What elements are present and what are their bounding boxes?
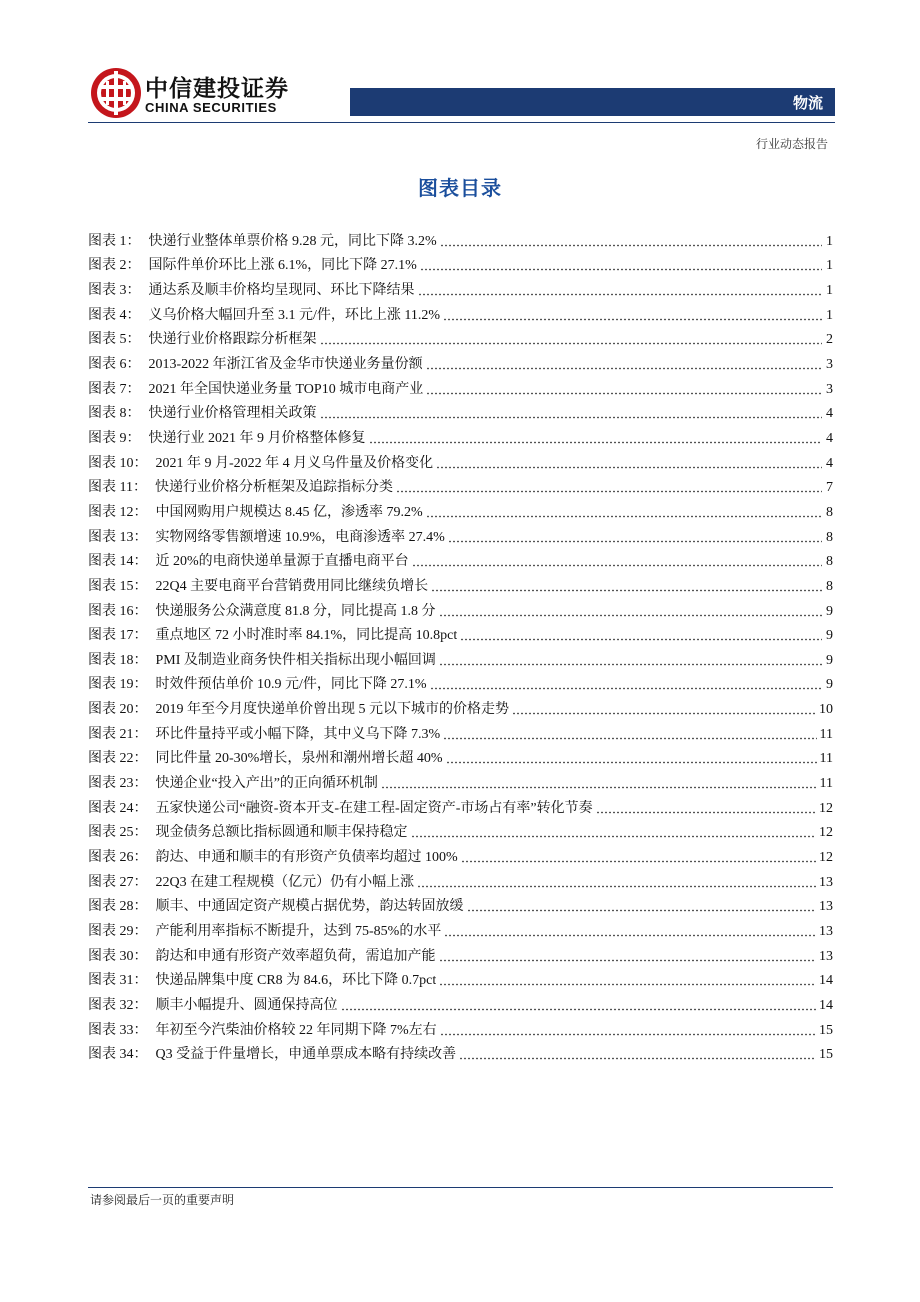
toc-entry-label: 图表 33： bbox=[88, 1022, 148, 1038]
sector-label: 物流 bbox=[792, 95, 823, 112]
toc-entry-label: 图表 12： bbox=[88, 504, 148, 520]
toc-entry-page: 4 bbox=[826, 406, 833, 422]
brand-name-cn: 中信建投证券 bbox=[145, 75, 289, 101]
toc-entry[interactable] bbox=[88, 621, 833, 646]
toc-entry-page: 10 bbox=[819, 702, 833, 718]
toc-entry-page: 9 bbox=[826, 677, 833, 693]
toc-entry-label: 图表 23： bbox=[88, 776, 148, 792]
toc-entry-label: 图表 11： bbox=[88, 480, 147, 496]
toc-entry-page: 13 bbox=[819, 899, 833, 915]
dot-leader bbox=[341, 1008, 817, 1011]
toc-entry-label: 图表 16： bbox=[88, 603, 148, 619]
dot-leader bbox=[460, 638, 822, 641]
dot-leader bbox=[439, 983, 816, 986]
toc-entry[interactable] bbox=[88, 793, 833, 818]
toc-entry-label: 图表 32： bbox=[88, 998, 148, 1013]
toc-list bbox=[88, 226, 833, 1064]
toc-entry[interactable] bbox=[88, 473, 833, 498]
toc-entry-label: 图表 6： bbox=[88, 356, 141, 372]
toc-entry[interactable] bbox=[88, 966, 833, 991]
toc-entry-label: 图表 13： bbox=[88, 529, 148, 545]
toc-entry[interactable] bbox=[88, 497, 833, 522]
toc-entry-label: 图表 25： bbox=[88, 825, 148, 841]
toc-entry[interactable] bbox=[88, 719, 833, 744]
toc-entry[interactable] bbox=[88, 522, 833, 547]
toc-entry-page: 15 bbox=[819, 1022, 833, 1038]
dot-leader bbox=[411, 835, 817, 838]
toc-entry-title: 快递服务公众满意度 81.8 分，同比提高 1.8 分 bbox=[155, 603, 436, 619]
dot-leader bbox=[439, 959, 817, 962]
toc-entry-label: 图表 20： bbox=[88, 702, 148, 718]
toc-entry-title: 国际件单价环比上涨 6.1%，同比下降 27.1% bbox=[148, 258, 417, 274]
toc-entry-title: 通达系及顺丰价格均呈现同、环比下降结果 bbox=[148, 282, 415, 298]
toc-entry-page: 14 bbox=[819, 998, 833, 1013]
toc-entry[interactable] bbox=[88, 423, 833, 448]
toc-entry-label: 图表 26： bbox=[88, 850, 148, 866]
dot-leader bbox=[461, 860, 816, 863]
toc-entry-title: 快递行业 2021 年 9 月价格整体修复 bbox=[148, 430, 366, 446]
dot-leader bbox=[459, 1057, 816, 1060]
toc-entry-title: 快递企业“投入产出”的正向循环机制 bbox=[155, 776, 378, 792]
dot-leader bbox=[417, 885, 816, 888]
toc-entry[interactable] bbox=[88, 1015, 833, 1040]
dot-leader bbox=[381, 786, 817, 789]
toc-entry-page: 13 bbox=[819, 924, 833, 940]
toc-entry-page: 15 bbox=[819, 1047, 833, 1063]
toc-entry-label: 图表 27： bbox=[88, 874, 148, 890]
toc-entry-label: 图表 9： bbox=[88, 430, 141, 446]
dot-leader bbox=[467, 909, 817, 912]
toc-entry-title: 2013-2022 年浙江省及金华市快递业务量份额 bbox=[148, 356, 423, 372]
toc-entry[interactable] bbox=[88, 300, 833, 325]
sector-banner bbox=[350, 88, 835, 116]
toc-entry-page: 4 bbox=[826, 455, 833, 471]
toc-entry-title: 五家快递公司“融资-资本开支-在建工程-固定资产-市场占有率”转化节奏 bbox=[155, 800, 593, 816]
toc-entry-label: 图表 3： bbox=[88, 282, 141, 298]
dot-leader bbox=[443, 318, 822, 321]
toc-entry[interactable] bbox=[88, 374, 833, 399]
toc-entry[interactable] bbox=[88, 818, 833, 843]
toc-entry-label: 图表 17： bbox=[88, 628, 148, 644]
toc-entry-title: 快递行业价格分析框架及追踪指标分类 bbox=[154, 480, 393, 496]
toc-entry-page: 11 bbox=[819, 726, 833, 742]
toc-entry-title: 快递行业价格跟踪分析框架 bbox=[148, 332, 317, 348]
dot-leader bbox=[420, 268, 822, 271]
dot-leader bbox=[426, 392, 822, 395]
toc-entry[interactable] bbox=[88, 941, 833, 966]
toc-entry-label: 图表 4： bbox=[88, 307, 141, 323]
toc-entry-title: 重点地区 72 小时准时率 84.1%，同比提高 10.8pct bbox=[155, 628, 458, 644]
toc-entry[interactable] bbox=[88, 645, 833, 670]
toc-entry-page: 4 bbox=[826, 430, 833, 446]
toc-entry-title: 近 20%的电商快递单量源于直播电商平台 bbox=[155, 554, 409, 570]
toc-entry-title: 韵达、申通和顺丰的有形资产负债率均超过 100% bbox=[155, 850, 458, 866]
dot-leader bbox=[412, 564, 822, 567]
toc-entry[interactable] bbox=[88, 349, 833, 374]
toc-entry-title: 22Q4 主要电商平台营销费用同比继续负增长 bbox=[155, 578, 429, 594]
toc-entry-title: 2019 年至今月度快递单价曾出现 5 元以下城市的价格走势 bbox=[155, 702, 509, 718]
toc-entry[interactable] bbox=[88, 571, 833, 596]
toc-entry-label: 图表 1： bbox=[88, 233, 141, 249]
toc-entry-page: 11 bbox=[819, 776, 833, 792]
toc-entry-label: 图表 30： bbox=[88, 948, 148, 964]
dot-leader bbox=[448, 540, 822, 543]
dot-leader bbox=[512, 712, 816, 715]
toc-entry-label: 图表 22： bbox=[88, 751, 148, 767]
toc-entry-label: 图表 7： bbox=[88, 381, 141, 397]
brand-name-en: CHINA SECURITIES bbox=[145, 100, 277, 115]
footer-disclaimer: 请参阅最后一页的重要声明 bbox=[90, 1193, 235, 1207]
toc-entry-page: 8 bbox=[826, 578, 833, 594]
toc-entry-title: Q3 受益于件量增长，申通单票成本略有持续改善 bbox=[155, 1047, 457, 1063]
toc-entry-page: 3 bbox=[826, 381, 833, 397]
toc-entry[interactable] bbox=[88, 892, 833, 917]
toc-entry[interactable] bbox=[88, 990, 833, 1015]
dot-leader bbox=[396, 490, 822, 493]
toc-entry-title: 实物网络零售额增速 10.9%，电商渗透率 27.4% bbox=[155, 529, 445, 545]
toc-entry-title: 快递行业整体单票价格 9.28 元，同比下降 3.2% bbox=[148, 233, 437, 249]
toc-entry[interactable] bbox=[88, 842, 833, 867]
dot-leader bbox=[430, 687, 822, 690]
dot-leader bbox=[436, 466, 822, 469]
toc-entry-title: 环比件量持平或小幅下降，其中义乌下降 7.3% bbox=[155, 726, 441, 742]
toc-entry-label: 图表 19： bbox=[88, 677, 148, 693]
toc-entry[interactable] bbox=[88, 251, 833, 276]
toc-entry-page: 1 bbox=[826, 282, 833, 298]
toc-entry-page: 14 bbox=[819, 973, 833, 989]
toc-entry-page: 1 bbox=[826, 307, 833, 323]
dot-leader bbox=[446, 761, 817, 764]
toc-entry[interactable] bbox=[88, 867, 833, 892]
toc-entry[interactable] bbox=[88, 1040, 833, 1065]
toc-entry-title: 顺丰、中通固定资产规模占据优势，韵达转固放缓 bbox=[155, 899, 464, 915]
toc-entry-title: 快递品牌集中度 CR8 为 84.6，环比下降 0.7pct bbox=[155, 973, 437, 989]
toc-entry-title: 同比件量 20-30%增长，泉州和潮州增长超 40% bbox=[155, 751, 443, 767]
report-type: 行业动态报告 bbox=[755, 137, 828, 151]
toc-entry[interactable] bbox=[88, 325, 833, 350]
dot-leader bbox=[431, 589, 822, 592]
toc-entry-page: 8 bbox=[826, 529, 833, 545]
toc-entry-page: 13 bbox=[819, 874, 833, 890]
toc-entry-page: 12 bbox=[819, 800, 833, 816]
dot-leader bbox=[369, 441, 823, 444]
toc-entry[interactable] bbox=[88, 694, 833, 719]
toc-entry-label: 图表 15： bbox=[88, 578, 148, 594]
dot-leader bbox=[440, 244, 822, 247]
toc-entry-title: 义乌价格大幅回升至 3.1 元/件，环比上涨 11.2% bbox=[148, 307, 441, 323]
dot-leader bbox=[439, 663, 822, 666]
dot-leader bbox=[439, 614, 823, 617]
toc-entry[interactable] bbox=[88, 916, 833, 941]
toc-entry[interactable] bbox=[88, 670, 833, 695]
header-divider bbox=[88, 122, 835, 123]
toc-entry-title: 时效件预估单价 10.9 元/件，同比下降 27.1% bbox=[155, 677, 427, 693]
toc-entry-label: 图表 2： bbox=[88, 258, 141, 274]
toc-entry-title: 顺丰小幅提升、圆通保持高位 bbox=[155, 998, 338, 1013]
toc-entry[interactable] bbox=[88, 226, 833, 251]
toc-entry-label: 图表 18： bbox=[88, 652, 148, 668]
toc-entry-page: 8 bbox=[826, 554, 833, 570]
toc-entry-title: 2021 年 9 月-2022 年 4 月义乌件量及价格变化 bbox=[155, 455, 434, 471]
toc-entry-page: 2 bbox=[826, 332, 833, 348]
toc-entry[interactable] bbox=[88, 448, 833, 473]
toc-entry[interactable] bbox=[88, 596, 833, 621]
dot-leader bbox=[320, 416, 823, 419]
toc-entry-page: 1 bbox=[826, 258, 833, 274]
toc-entry-page: 13 bbox=[819, 948, 833, 964]
dot-leader bbox=[426, 515, 822, 518]
toc-entry-page: 9 bbox=[826, 603, 833, 619]
footer-divider bbox=[88, 1187, 833, 1188]
toc-entry-title: 年初至今汽柴油价格较 22 年同期下降 7%左右 bbox=[155, 1022, 437, 1038]
toc-entry-title: PMI 及制造业商务快件相关指标出现小幅回调 bbox=[155, 652, 436, 668]
toc-entry-label: 图表 29： bbox=[88, 924, 148, 940]
toc-entry-label: 图表 34： bbox=[88, 1047, 148, 1063]
dot-leader bbox=[444, 934, 816, 937]
dot-leader bbox=[418, 293, 823, 296]
toc-entry-label: 图表 5： bbox=[88, 332, 141, 348]
toc-entry-title: 现金债务总额比指标圆通和顺丰保持稳定 bbox=[155, 825, 408, 841]
toc-entry-title: 产能利用率指标不断提升，达到 75-85%的水平 bbox=[155, 924, 442, 940]
dot-leader bbox=[440, 1033, 816, 1036]
toc-entry-page: 11 bbox=[819, 751, 833, 767]
toc-entry-page: 3 bbox=[826, 356, 833, 372]
toc-entry[interactable] bbox=[88, 744, 833, 769]
toc-entry[interactable] bbox=[88, 547, 833, 572]
page-title: 图表目录 bbox=[418, 178, 502, 200]
toc-entry-label: 图表 28： bbox=[88, 899, 148, 915]
toc-entry-label: 图表 21： bbox=[88, 726, 148, 742]
toc-entry-title: 韵达和申通有形资产效率超负荷，需追加产能 bbox=[155, 948, 436, 964]
toc-entry-label: 图表 8： bbox=[88, 406, 141, 422]
toc-entry-title: 中国网购用户规模达 8.45 亿，渗透率 79.2% bbox=[155, 504, 423, 520]
toc-entry-label: 图表 31： bbox=[88, 973, 148, 989]
toc-entry-label: 图表 14： bbox=[88, 554, 148, 570]
dot-leader bbox=[443, 737, 816, 740]
toc-entry-page: 9 bbox=[826, 652, 833, 668]
toc-entry[interactable] bbox=[88, 399, 833, 424]
toc-entry-page: 8 bbox=[826, 504, 833, 520]
dot-leader bbox=[596, 811, 816, 814]
dot-leader bbox=[426, 367, 822, 370]
toc-entry-page: 1 bbox=[826, 233, 833, 249]
toc-entry-title: 2021 年全国快递业务量 TOP10 城市电商产业 bbox=[148, 381, 424, 397]
toc-entry-page: 7 bbox=[826, 480, 833, 496]
toc-entry-page: 9 bbox=[826, 628, 833, 644]
toc-entry-label: 图表 10： bbox=[88, 455, 148, 471]
toc-entry-label: 图表 24： bbox=[88, 800, 148, 816]
toc-entry-title: 快递行业价格管理相关政策 bbox=[148, 406, 317, 422]
toc-entry-title: 22Q3 在建工程规模（亿元）仍有小幅上涨 bbox=[155, 874, 415, 890]
toc-entry-page: 12 bbox=[819, 850, 833, 866]
dot-leader bbox=[320, 342, 823, 345]
toc-entry[interactable] bbox=[88, 768, 833, 793]
china-securities-logo-icon bbox=[90, 67, 142, 119]
toc-entry-page: 12 bbox=[819, 825, 833, 841]
toc-entry[interactable] bbox=[88, 275, 833, 300]
